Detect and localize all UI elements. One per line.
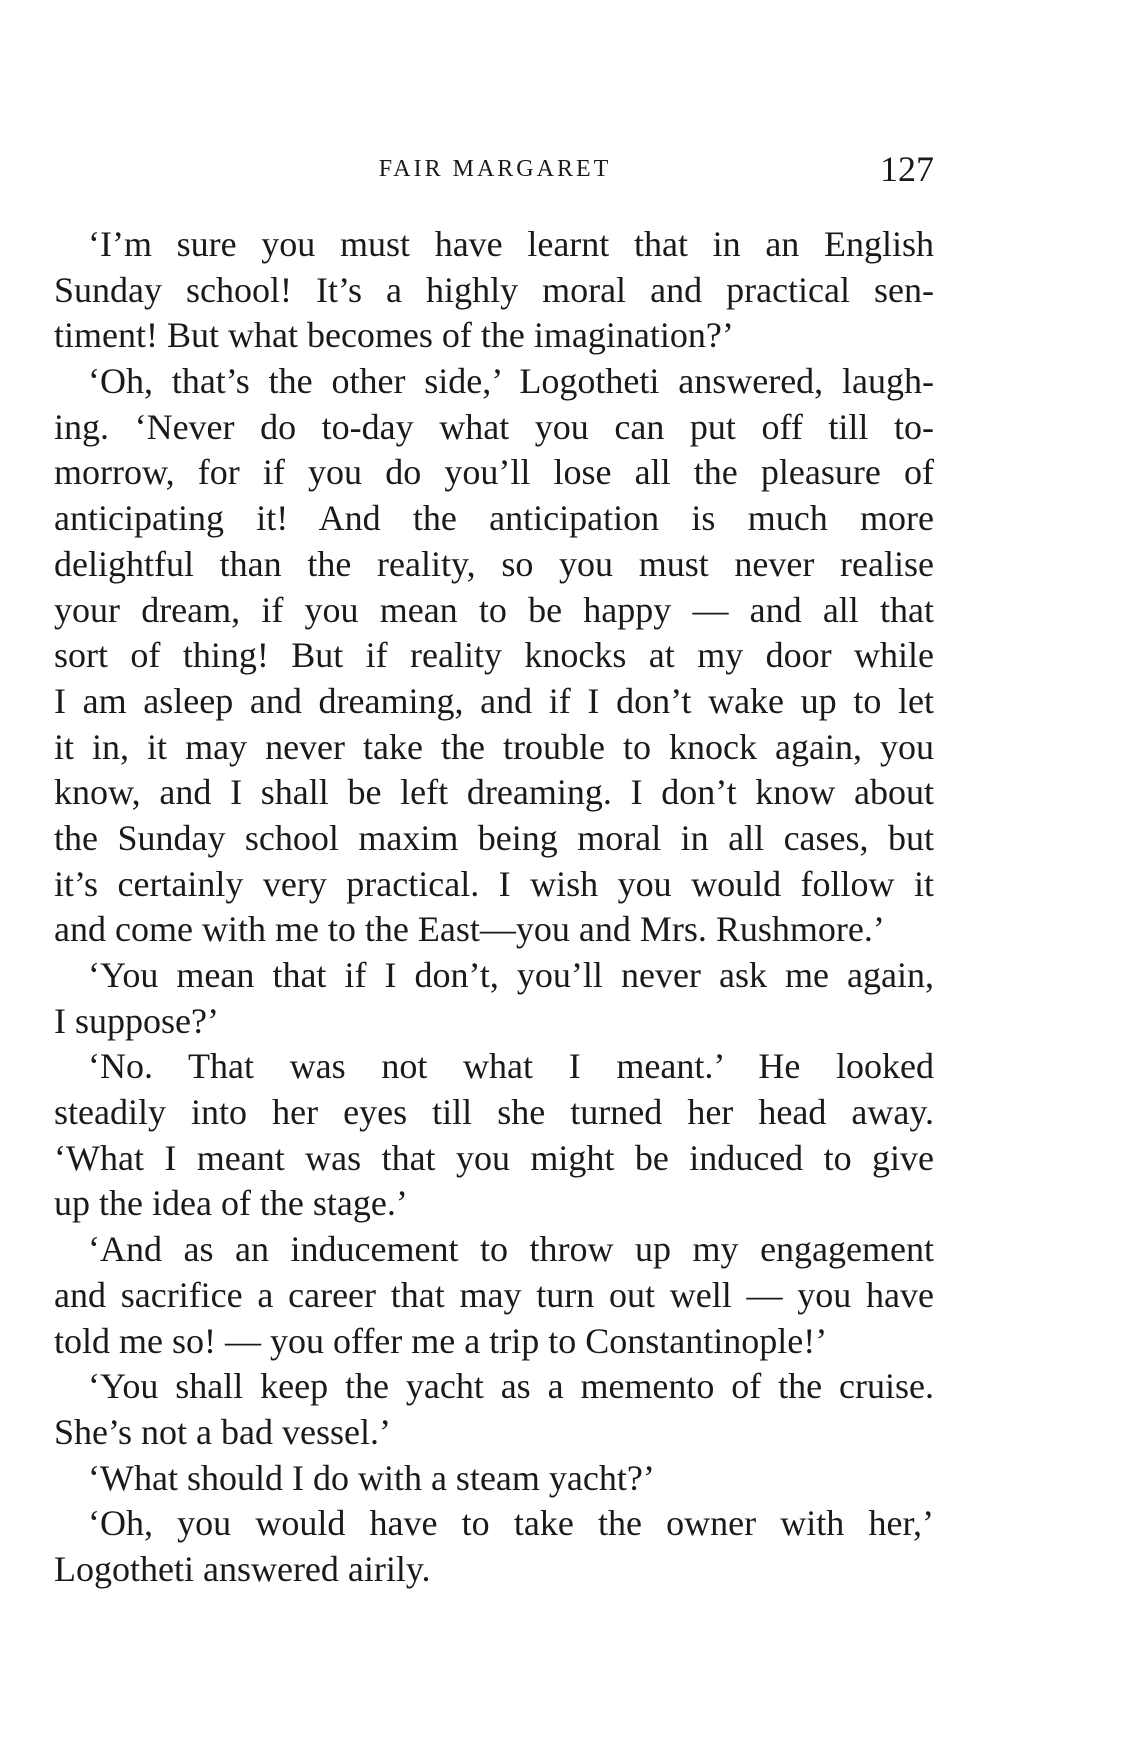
text-line: ‘Oh, that’s the other side,’ Logotheti answered, laugh- bbox=[88, 361, 934, 402]
text-line: it’s certainly very practical. I wish you would follow it bbox=[54, 863, 934, 904]
text-line: morrow, for if you do you’ll lose all the pleasure of bbox=[54, 452, 934, 493]
text-line: timent! But what becomes of the imagination?’ bbox=[54, 315, 734, 356]
body-text bbox=[54, 222, 934, 1593]
text-line: She’s not a bad vessel.’ bbox=[54, 1411, 391, 1452]
text-line: Logotheti answered airily. bbox=[54, 1548, 431, 1589]
text-line: up the idea of the stage.’ bbox=[54, 1183, 408, 1224]
text-line: I suppose?’ bbox=[54, 1000, 219, 1041]
text-line: ‘Oh, you would have to take the owner with her,’ bbox=[88, 1503, 934, 1544]
text-line: ‘No. That was not what I meant.’ He looked bbox=[88, 1046, 934, 1087]
page-number: 127 bbox=[880, 149, 934, 189]
text-line: ‘What should I do with a steam yacht?’ bbox=[88, 1457, 655, 1498]
text-line: ‘You mean that if I don’t, you’ll never ask me again, bbox=[88, 955, 934, 995]
text-line: ‘You shall keep the yacht as a memento of the cruise. bbox=[88, 1366, 934, 1407]
text-line: told me so! — you offer me a trip to Constantinople!’ bbox=[54, 1320, 828, 1361]
text-line: sort of thing! But if reality knocks at my door while bbox=[54, 635, 934, 676]
running-head bbox=[54, 148, 934, 188]
text-line: and come with me to the East—you and Mrs. Rushmore.’ bbox=[54, 909, 885, 950]
text-line: it in, it may never take the trouble to knock again, you bbox=[54, 726, 934, 767]
running-title: FAIR MARGARET bbox=[378, 156, 612, 182]
text-line: and sacrifice a career that may turn out well — you have bbox=[54, 1274, 934, 1315]
text-line: ‘What I meant was that you might be induced to give bbox=[54, 1137, 934, 1178]
text-line: the Sunday school maxim being moral in all cases, but bbox=[54, 817, 934, 858]
text-line: Sunday school! It’s a highly moral and practical sen- bbox=[54, 269, 934, 310]
text-line: steadily into her eyes till she turned her head away. bbox=[54, 1092, 934, 1133]
text-line: know, and I shall be left dreaming. I don’t know about bbox=[54, 772, 934, 813]
text-line: ‘And as an inducement to throw up my engagement bbox=[88, 1229, 934, 1270]
text-line: delightful than the reality, so you must never realise bbox=[54, 543, 934, 584]
text-line: ‘I’m sure you must have learnt that in an English bbox=[88, 224, 934, 264]
text-line: anticipating it! And the anticipation is much more bbox=[54, 498, 934, 539]
text-line: I am asleep and dreaming, and if I don’t wake up to let bbox=[54, 680, 934, 721]
book-page bbox=[54, 0, 934, 1761]
text-line: ing. ‘Never do to-day what you can put off till to- bbox=[54, 406, 934, 447]
text-line: your dream, if you mean to be happy — and all that bbox=[54, 589, 934, 630]
